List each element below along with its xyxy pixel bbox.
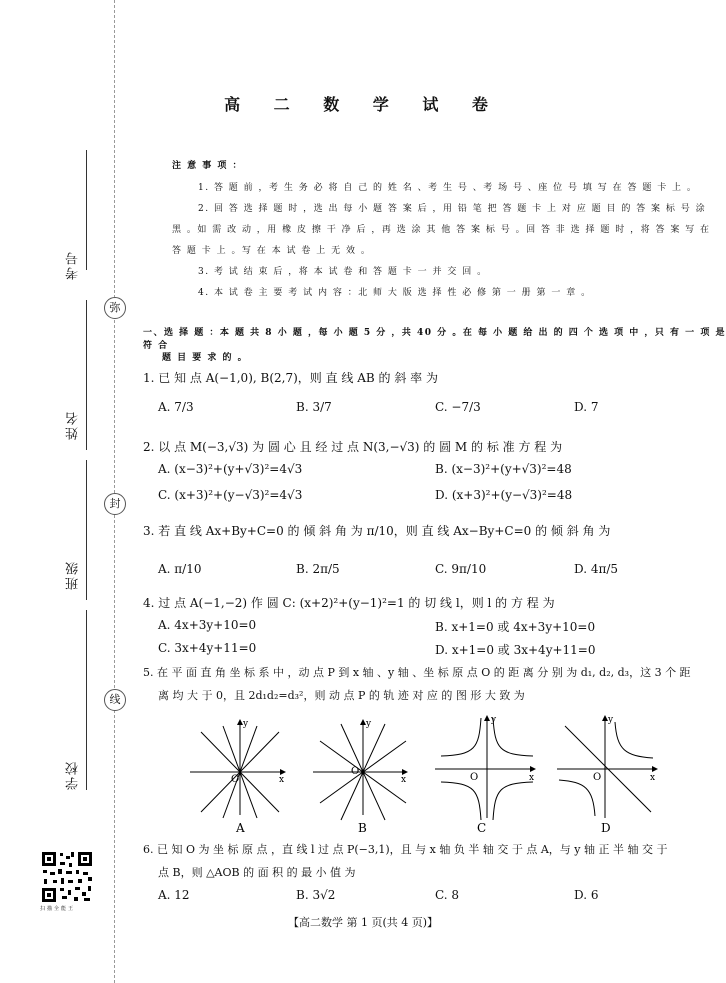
q4-option-b: B. x+1=0 或 4x+3y+10=0 [435, 620, 596, 634]
q1-option-b: B. 3/7 [296, 400, 332, 414]
graph-d-y: y [608, 715, 614, 725]
q3-option-b: B. 2π/5 [296, 562, 340, 576]
graph-c-origin: O [470, 772, 479, 783]
q6-option-d: D. 6 [574, 888, 599, 902]
name-label: 姓名 [66, 410, 81, 440]
q6-option-c: C. 8 [435, 888, 460, 902]
q5-graphs [185, 712, 665, 837]
graph-a-x: x [279, 775, 285, 785]
seal-xian: 线 [104, 689, 126, 711]
q3-stem: 3. 若 直 线 Ax+By+C=0 的 倾 斜 角 为 π/10，则 直 线 Ax−By+C=0 的 倾 斜 角 为 [143, 524, 611, 538]
q4-option-d: D. x+1=0 或 3x+4y+11=0 [435, 643, 596, 657]
graph-b-x: x [401, 775, 407, 785]
graph-c-x: x [529, 773, 535, 783]
graph-c-y: y [491, 715, 497, 725]
q5-stem-1: 5. 在 平 面 直 角 坐 标 系 中 ，动 点 P 到 x 轴 、y 轴 、坐 标 原 点 O 的 距 离 分 别 为 d₁, d₂, d₃，这 3 个 距 [143, 666, 691, 679]
notes-heading: 注 意 事 项 ： [172, 161, 244, 171]
q2-option-d: D. (x+3)²+(y−√3)²=48 [435, 488, 573, 502]
q1-option-a: A. 7/3 [158, 400, 194, 414]
graph-c-label: C [477, 821, 487, 835]
page-footer: 【高二数学 第 1 页(共 4 页)】 [287, 916, 439, 929]
graph-d-x: x [650, 773, 656, 783]
graph-b [313, 720, 407, 820]
binding-dashed-line [114, 0, 115, 983]
note-1: 1. 答 题 前 ，考 生 务 必 将 自 己 的 姓 名 、考 生 号 、考 场 号 、座 位 号 填 写 在 答 题 卡 上 。 [198, 183, 698, 193]
graph-a-y: y [243, 719, 249, 729]
q4-option-c: C. 3x+4y+11=0 [158, 641, 257, 655]
graph-b-y: y [366, 719, 372, 729]
note-4: 4. 本 试 卷 主 要 考 试 内 容 ：北 师 大 版 选 择 性 必 修 第 一 册 第 一 章 。 [198, 288, 592, 298]
q3-option-c: C. 9π/10 [435, 562, 487, 576]
note-3: 3. 考 试 结 束 后 ，将 本 试 卷 和 答 题 卡 一 并 交 回 。 [198, 267, 488, 277]
graph-a-origin: O [231, 774, 240, 785]
graph-d-label: D [601, 821, 611, 835]
graph-b-origin: O [351, 766, 360, 777]
note-2b: 黑 。如 需 改 动 ，用 橡 皮 擦 干 净 后 ，再 选 涂 其 他 答 案 标 号 。回 答 非 选 择 题 时 ，将 答 案 写 在 [172, 225, 711, 235]
section-heading: 一、选 择 题 ：本 题 共 8 小 题 ，每 小 题 5 分 ，共 40 分 。在 每 小 题 给 出 的 四 个 选 项 中 ，只 有 一 项 是 符 合 [143, 328, 726, 351]
seal-feng: 封 [104, 493, 126, 515]
q1-option-c: C. −7/3 [435, 400, 481, 414]
graph-d [557, 716, 657, 818]
class-line [86, 460, 87, 600]
school-line [86, 610, 87, 790]
seal-mi: 弥 [104, 297, 126, 319]
graph-d-origin: O [593, 772, 602, 783]
q2-option-b: B. (x−3)²+(y+√3)²=48 [435, 462, 572, 476]
q5-stem-2: 离 均 大 于 0，且 2d₁d₂=d₃²，则 动 点 P 的 轨 迹 对 应 的 图 形 大 致 为 [158, 689, 525, 702]
exam-number-line [86, 150, 87, 270]
q6-stem-1: 6. 已 知 O 为 坐 标 原 点 ，直 线 l 过 点 P(−3,1)，且 与 x 轴 负 半 轴 交 于 点 A，与 y 轴 正 半 轴 交 于 [143, 843, 668, 856]
q1-option-d: D. 7 [574, 400, 599, 414]
section-heading-cont: 题 目 要 求 的 。 [162, 353, 249, 363]
q4-stem: 4. 过 点 A(−1,−2) 作 圆 C: (x+2)²+(y−1)²=1 的 切 线 l，则 l 的 方 程 为 [143, 596, 555, 610]
graph-a-label: A [236, 821, 245, 835]
q3-option-a: A. π/10 [158, 562, 202, 576]
q6-stem-2: 点 B，则 △AOB 的 面 积 的 最 小 值 为 [158, 866, 356, 879]
q1-stem: 1. 已 知 点 A(−1,0), B(2,7)，则 直 线 AB 的 斜 率 为 [143, 371, 438, 385]
qr-code [40, 850, 94, 904]
q3-option-d: D. 4π/5 [574, 562, 619, 576]
graph-a [190, 720, 285, 818]
note-2c: 答 题 卡 上 。写 在 本 试 卷 上 无 效 。 [172, 246, 372, 256]
class-label: 班级 [66, 560, 81, 590]
q2-option-c: C. (x+3)²+(y−√3)²=4√3 [158, 488, 303, 502]
graph-c [435, 716, 535, 820]
q4-option-a: A. 4x+3y+10=0 [158, 618, 257, 632]
q6-option-b: B. 3√2 [296, 888, 336, 902]
q2-option-a: A. (x−3)²+(y+√3)²=4√3 [158, 462, 303, 476]
graph-b-label: B [358, 821, 367, 835]
page-title: 高 二 数 学 试 卷 [224, 95, 502, 114]
q2-stem: 2. 以 点 M(−3,√3) 为 圆 心 且 经 过 点 N(3,−√3) 的 圆 M 的 标 准 方 程 为 [143, 440, 563, 454]
name-line [86, 300, 87, 450]
school-label: 学校 [66, 760, 81, 790]
qr-caption: 扫描全能王 [40, 906, 76, 912]
note-2a: 2. 回 答 选 择 题 时 ，选 出 每 小 题 答 案 后 ，用 铅 笔 把 答 题 卡 上 对 应 题 目 的 答 案 标 号 涂 [198, 204, 707, 214]
q6-option-a: A. 12 [158, 888, 190, 902]
exam-number-label: 考号 [66, 250, 81, 280]
